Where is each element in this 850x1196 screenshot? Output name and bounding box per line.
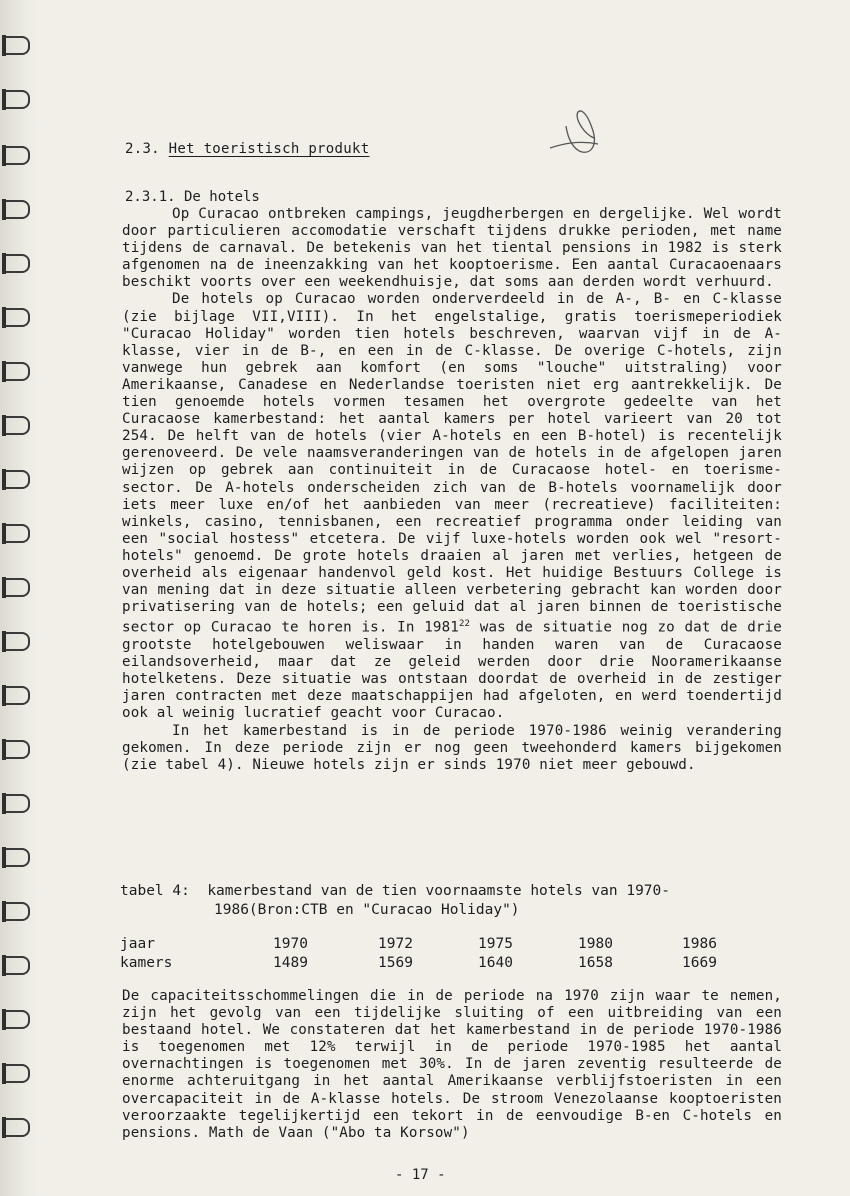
binding-ring: [6, 362, 30, 381]
binding-ring: [6, 416, 30, 435]
table-cell: 1489: [273, 955, 308, 971]
table-caption: [120, 882, 670, 920]
row-label: kamers: [120, 955, 173, 971]
table-cell: 1975: [478, 936, 513, 952]
binding-ring: [6, 1010, 30, 1029]
table-cell: 1569: [378, 955, 413, 971]
binding-ring: [6, 36, 30, 55]
binding-ring: [6, 524, 30, 543]
table-title-line1: kamerbestand van de tien voornaamste hotels van 1970-: [207, 883, 670, 899]
binding-ring: [6, 740, 30, 759]
binding-ring: [6, 308, 30, 327]
closing-text: [122, 988, 782, 1142]
binding-ring: [6, 90, 30, 109]
handwritten-mark-icon: [548, 104, 602, 156]
binding-ring: [6, 686, 30, 705]
section-heading: [125, 141, 369, 157]
binding-ring: [6, 632, 30, 651]
table-cell: 1658: [578, 955, 613, 971]
spiral-binding: [0, 0, 42, 1196]
paragraph-text: was de situatie nog zo dat de drie grootste hotelgebouwen weliswaar in handen waren van de Curacaose eilandsoverheid, maar dat ze geleid werden door drie Nooramerikaanse hotelketens. Deze situatie was ontstaan doordat de overheid in de zestiger jaren contracten met deze maatschappijen had afgeloten, en werd toendertijd ook al weinig lucratief geacht voor Curacao.: [122, 619, 782, 722]
table-title-line2: 1986(Bron:CTB en "Curacao Holiday"): [214, 902, 520, 918]
table-cell: 1980: [578, 936, 613, 952]
binding-ring: [6, 1064, 30, 1083]
paragraph: Op Curacao ontbreken campings, jeugdherbergen en dergelijke. Wel wordt door particulieren accomodatie verschaft tijdens drukke perioden, met name tijdens de carnaval. De betekenis van het tiental pensions in 1982 is sterk afgenomen na de ineenzakking van het kooptoerisme. Een aantal Curacaoenaars beschikt voorts over een weekendhuisje, dat soms aan derden wordt verhuurd.: [122, 206, 782, 291]
table-cell: 1972: [378, 936, 413, 952]
section-number: 2.3.: [125, 141, 160, 157]
binding-ring: [6, 578, 30, 597]
table-cell: 1986: [682, 936, 717, 952]
table-cell: 1669: [682, 955, 717, 971]
table-label: tabel 4:: [120, 883, 190, 899]
binding-ring: [6, 146, 30, 165]
binding-ring: [6, 956, 30, 975]
paragraph-text: De hotels op Curacao worden onderverdeeld in de A-, B- en C-klasse (zie bijlage VII,VIII). In het engelstalige, gratis toerismeperiodiek "Curacao Holiday" worden tien hotels beschreven, waarvan vijf in de A-klasse, vier in de B-, en een in de C-klasse. De overige C-hotels, zijn vanwege hun gebrek aan komfort (en soms "louche" uitstraling) voor Amerikaanse, Canadese en Nederlandse toeristen niet erg aantrekkelijk. De tien genoemde hotels vormen tesamen het overgrote gedeelte van het Curacaose kamerbestand: het aantal kamers per hotel varieert van 20 tot 254. De helft van de hotels (vier A-hotels en een B-hotel) is recentelijk gerenoveerd. De vele naamsveranderingen van de hotels in de afgelopen jaren wijzen op gebrek aan continuiteit in de Curacaose hotel- en toerisme-sector. De A-hotels onderscheiden zich van de B-hotels voornamelijk door iets meer luxe en/of het aanbieden van meer (recreatieve) faciliteiten: winkels, casino, tennisbanen, een recreatief programma onder leiding van een "social hostess" etcetera. De vijf luxe-hotels worden ook wel "resort-hotels" genoemd. De grote hotels draaien al jaren met verlies, hetgeen de overheid als eigenaar handenvol geld kost. Het huidige Bestuurs College is van mening dat in deze situatie alleen verbetering gebracht kan worden door privatisering van de hotels; een geluid dat al jaren binnen de toeristische sector op Curacao te horen is. In 1981: [122, 291, 782, 636]
subsection-heading: 2.3.1. De hotels: [125, 189, 260, 205]
paragraph: [122, 291, 782, 722]
page-number: - 17 -: [395, 1167, 446, 1183]
binding-ring: [6, 902, 30, 921]
table-cell: 1640: [478, 955, 513, 971]
binding-ring: [6, 470, 30, 489]
row-label: jaar: [120, 936, 155, 952]
binding-ring: [6, 254, 30, 273]
binding-ring: [6, 200, 30, 219]
paragraph: In het kamerbestand is in de periode 1970-1986 weinig verandering gekomen. In deze periode zijn er nog geen tweehonderd kamers bijgekomen (zie tabel 4). Nieuwe hotels zijn er sinds 1970 niet meer gebouwd.: [122, 722, 782, 773]
binding-ring: [6, 848, 30, 867]
binding-ring: [6, 794, 30, 813]
body-text: [122, 206, 782, 774]
footnote-reference: 22: [458, 619, 471, 630]
table-cell: 1970: [273, 936, 308, 952]
binding-ring: [6, 1118, 30, 1137]
section-title: Het toeristisch produkt: [168, 141, 370, 157]
paragraph: De capaciteitsschommelingen die in de periode na 1970 zijn waar te nemen, zijn het gevolg van een tijdelijke sluiting of een uitbreiding van een bestaand hotel. We constateren dat het kamerbestand in de periode 1970-1986 is toegenomen met 12% terwijl in de periode 1970-1985 het aantal overnachtingen is toegenomen met 30%. In de jaren zeventig resulteerde de enorme achteruitgang in het aantal Amerikaanse verblijfstoeristen in een overcapaciteit in de A-klasse hotels. De stroom Venezolaanse kooptoeristen veroorzaakte tegelijkertijd een tekort in de eenvoudige B-en C-hotels en pensions. Math de Vaan ("Abo ta Korsow"): [122, 988, 782, 1141]
